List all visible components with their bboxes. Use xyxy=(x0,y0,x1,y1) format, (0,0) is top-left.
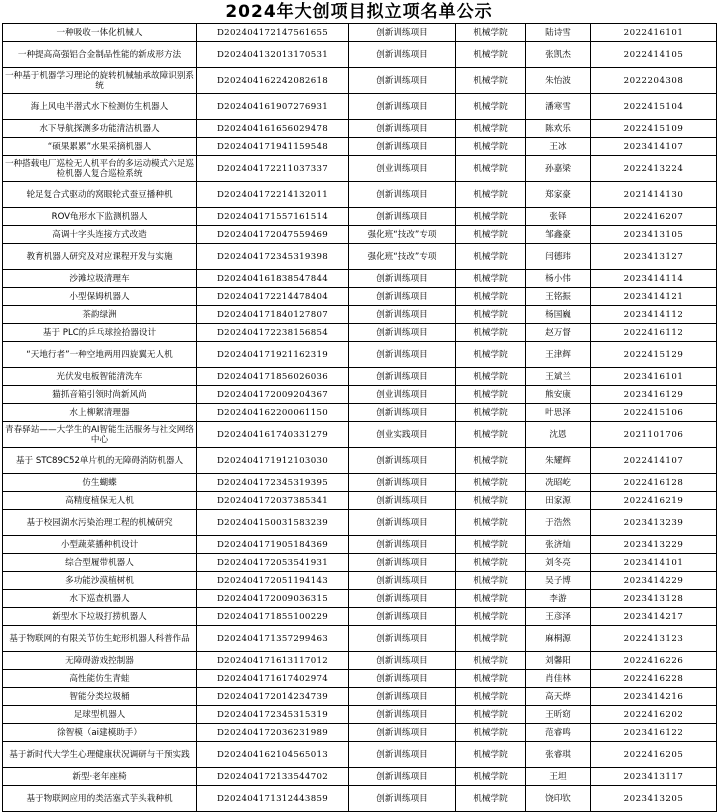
student-id-cell: 2022415109 xyxy=(591,120,717,138)
project-type-cell: 创新训练项目 xyxy=(349,404,456,422)
college-cell: 机械学院 xyxy=(456,492,526,510)
table-row xyxy=(3,306,717,324)
leader-name-cell: 孙嘉梁 xyxy=(526,156,591,182)
project-code-cell: D202404161907276931 xyxy=(197,94,349,120)
leader-name-cell: 王津辉 xyxy=(526,342,591,368)
student-id-cell: 2022204308 xyxy=(591,68,717,94)
project-type-cell: 创新训练项目 xyxy=(349,536,456,554)
project-name-cell: 无障碍游戏控制器 xyxy=(3,652,197,670)
project-code-cell: D202404171357299463 xyxy=(197,626,349,652)
project-type-cell: 创新训练项目 xyxy=(349,742,456,768)
leader-name-cell: 饶印钦 xyxy=(526,786,591,812)
project-code-cell: D202404172133544702 xyxy=(197,768,349,786)
leader-name-cell: 麻桐源 xyxy=(526,626,591,652)
table-row xyxy=(3,608,717,626)
project-type-cell: 创新训练项目 xyxy=(349,270,456,288)
college-cell: 机械学院 xyxy=(456,244,526,270)
college-cell: 机械学院 xyxy=(456,590,526,608)
college-cell: 机械学院 xyxy=(456,786,526,812)
leader-name-cell: 杨国巍 xyxy=(526,306,591,324)
student-id-cell: 2023413117 xyxy=(591,768,717,786)
leader-name-cell: 张济灿 xyxy=(526,536,591,554)
student-id-cell: 2021101706 xyxy=(591,422,717,448)
project-type-cell: 创新训练项目 xyxy=(349,554,456,572)
college-cell: 机械学院 xyxy=(456,404,526,422)
project-name-cell: 综合型履带机器人 xyxy=(3,554,197,572)
student-id-cell: 2023414229 xyxy=(591,572,717,590)
table-row xyxy=(3,182,717,208)
student-id-cell: 2023416129 xyxy=(591,386,717,404)
table-row xyxy=(3,510,717,536)
student-id-cell: 2022415104 xyxy=(591,94,717,120)
leader-name-cell: 王冰 xyxy=(526,138,591,156)
college-cell: 机械学院 xyxy=(456,670,526,688)
project-type-cell: 创新训练项目 xyxy=(349,138,456,156)
leader-name-cell: 杨小伟 xyxy=(526,270,591,288)
project-code-cell: D202404172238156854 xyxy=(197,324,349,342)
project-code-cell: D202404172053541931 xyxy=(197,554,349,572)
college-cell: 机械学院 xyxy=(456,342,526,368)
college-cell: 机械学院 xyxy=(456,208,526,226)
student-id-cell: 2022413224 xyxy=(591,156,717,182)
project-code-cell: D202404161740331279 xyxy=(197,422,349,448)
project-code-cell: D202404171617402974 xyxy=(197,670,349,688)
table-row xyxy=(3,688,717,706)
project-name-cell: 轮足复合式驱动的窝眼轮式蚕豆播种机 xyxy=(3,182,197,208)
project-name-cell: 基于 PLC的乒乓球捡拾器设计 xyxy=(3,324,197,342)
college-cell: 机械学院 xyxy=(456,510,526,536)
project-type-cell: 创新训练项目 xyxy=(349,688,456,706)
leader-name-cell: 于浩然 xyxy=(526,510,591,536)
project-code-cell: D202404171840127807 xyxy=(197,306,349,324)
college-cell: 机械学院 xyxy=(456,768,526,786)
project-code-cell: D202404171557161514 xyxy=(197,208,349,226)
college-cell: 机械学院 xyxy=(456,422,526,448)
leader-name-cell: 张铎 xyxy=(526,208,591,226)
college-cell: 机械学院 xyxy=(456,742,526,768)
project-code-cell: D202404172051194143 xyxy=(197,572,349,590)
table-row xyxy=(3,422,717,448)
project-type-cell: 创新训练项目 xyxy=(349,474,456,492)
project-name-cell: 基于 STC89C52单片机的无障碍消防机器人 xyxy=(3,448,197,474)
project-name-cell: 水下巡查机器人 xyxy=(3,590,197,608)
leader-name-cell: 叶思泽 xyxy=(526,404,591,422)
project-name-cell: “天地行者”一种空地两用四旋翼无人机 xyxy=(3,342,197,368)
leader-name-cell: 王斌兰 xyxy=(526,368,591,386)
project-code-cell: D202404171855100229 xyxy=(197,608,349,626)
project-type-cell: 创新训练项目 xyxy=(349,670,456,688)
table-row xyxy=(3,324,717,342)
student-id-cell: 2022416226 xyxy=(591,652,717,670)
project-name-cell: 基于校园湖水污染治理工程的机械研究 xyxy=(3,510,197,536)
table-row xyxy=(3,572,717,590)
project-type-cell: 创新训练项目 xyxy=(349,492,456,510)
project-type-cell: 创新训练项目 xyxy=(349,120,456,138)
college-cell: 机械学院 xyxy=(456,270,526,288)
student-id-cell: 2022416101 xyxy=(591,24,717,42)
college-cell: 机械学院 xyxy=(456,448,526,474)
project-code-cell: D202404162200061150 xyxy=(197,404,349,422)
project-type-cell: 创新训练项目 xyxy=(349,306,456,324)
project-name-cell: 海上风电半潜式水下检测仿生机器人 xyxy=(3,94,197,120)
leader-name-cell: 沈恩 xyxy=(526,422,591,448)
leader-name-cell: 陆诗雪 xyxy=(526,24,591,42)
student-id-cell: 2023414114 xyxy=(591,270,717,288)
leader-name-cell: 赵万督 xyxy=(526,324,591,342)
table-row xyxy=(3,244,717,270)
project-name-cell: 基于物联网应用的类活塞式芋头栽种机 xyxy=(3,786,197,812)
table-row xyxy=(3,536,717,554)
project-type-cell: 创新训练项目 xyxy=(349,572,456,590)
project-code-cell: D202404161656029478 xyxy=(197,120,349,138)
leader-name-cell: 王铭振 xyxy=(526,288,591,306)
leader-name-cell: 闫德玮 xyxy=(526,244,591,270)
student-id-cell: 2022415106 xyxy=(591,404,717,422)
college-cell: 机械学院 xyxy=(456,24,526,42)
college-cell: 机械学院 xyxy=(456,324,526,342)
project-code-cell: D202404171921162319 xyxy=(197,342,349,368)
project-type-cell: 创业训练项目 xyxy=(349,386,456,404)
table-row xyxy=(3,474,717,492)
project-name-cell: 高调十字头连接方式改造 xyxy=(3,226,197,244)
project-code-cell: D202404172147561655 xyxy=(197,24,349,42)
college-cell: 机械学院 xyxy=(456,572,526,590)
student-id-cell: 2022416202 xyxy=(591,706,717,724)
table-row xyxy=(3,670,717,688)
table-row xyxy=(3,386,717,404)
student-id-cell: 2023413105 xyxy=(591,226,717,244)
student-id-cell: 2023414107 xyxy=(591,138,717,156)
project-code-cell: D202404161838547844 xyxy=(197,270,349,288)
project-name-cell: 徐智模（ai建模助手） xyxy=(3,724,197,742)
student-id-cell: 2022413123 xyxy=(591,626,717,652)
project-code-cell: D202404172214132011 xyxy=(197,182,349,208)
project-code-cell: D202404162104565013 xyxy=(197,742,349,768)
college-cell: 机械学院 xyxy=(456,68,526,94)
project-type-cell: 创新训练项目 xyxy=(349,368,456,386)
project-code-cell: D202404171912103030 xyxy=(197,448,349,474)
table-row xyxy=(3,492,717,510)
project-name-cell: 猫抓音箱引领时尚新风尚 xyxy=(3,386,197,404)
project-name-cell: 智能分类垃圾桶 xyxy=(3,688,197,706)
table-row xyxy=(3,368,717,386)
project-name-cell: 多功能沙漠植树机 xyxy=(3,572,197,590)
table-row xyxy=(3,288,717,306)
student-id-cell: 2023413205 xyxy=(591,786,717,812)
student-id-cell: 2023413229 xyxy=(591,536,717,554)
project-type-cell: 创新训练项目 xyxy=(349,786,456,812)
project-name-cell: “硕果累累”水果采摘机器人 xyxy=(3,138,197,156)
table-row xyxy=(3,342,717,368)
table-row xyxy=(3,448,717,474)
table-row xyxy=(3,94,717,120)
college-cell: 机械学院 xyxy=(456,554,526,572)
college-cell: 机械学院 xyxy=(456,288,526,306)
student-id-cell: 2023414216 xyxy=(591,688,717,706)
project-name-cell: 高性能仿生青蛙 xyxy=(3,670,197,688)
leader-name-cell: 郑家豪 xyxy=(526,182,591,208)
project-name-cell: 水上柳絮清理器 xyxy=(3,404,197,422)
project-type-cell: 创新训练项目 xyxy=(349,68,456,94)
project-name-cell: 青春驿站——大学生的AI智能生活服务与社交网络中心 xyxy=(3,422,197,448)
project-code-cell: D202404172014234739 xyxy=(197,688,349,706)
project-name-cell: 基于新时代大学生心理健康状况调研与干预实践 xyxy=(3,742,197,768)
project-code-cell: D202404172345315319 xyxy=(197,706,349,724)
project-list-table xyxy=(2,23,717,812)
student-id-cell: 2023416122 xyxy=(591,724,717,742)
project-type-cell: 创新训练项目 xyxy=(349,342,456,368)
project-code-cell: D202404171312443859 xyxy=(197,786,349,812)
leader-name-cell: 高天烨 xyxy=(526,688,591,706)
table-row xyxy=(3,120,717,138)
college-cell: 机械学院 xyxy=(456,474,526,492)
project-type-cell: 创新训练项目 xyxy=(349,94,456,120)
table-row xyxy=(3,270,717,288)
college-cell: 机械学院 xyxy=(456,182,526,208)
college-cell: 机械学院 xyxy=(456,626,526,652)
project-type-cell: 创业实践项目 xyxy=(349,422,456,448)
project-type-cell: 创新训练项目 xyxy=(349,42,456,68)
project-name-cell: 水下导航探测多功能清洁机器人 xyxy=(3,120,197,138)
table-row xyxy=(3,590,717,608)
leader-name-cell: 张睿琪 xyxy=(526,742,591,768)
college-cell: 机械学院 xyxy=(456,368,526,386)
table-row xyxy=(3,24,717,42)
leader-name-cell: 田家源 xyxy=(526,492,591,510)
leader-name-cell: 熊安康 xyxy=(526,386,591,404)
project-name-cell: 一种吸收一体化机械人 xyxy=(3,24,197,42)
project-name-cell: 高精度植保无人机 xyxy=(3,492,197,510)
college-cell: 机械学院 xyxy=(456,536,526,554)
student-id-cell: 2022416112 xyxy=(591,324,717,342)
project-name-cell: 小型保姆机器人 xyxy=(3,288,197,306)
college-cell: 机械学院 xyxy=(456,306,526,324)
project-name-cell: 一种提高高强铝合金制品性能的新成形方法 xyxy=(3,42,197,68)
leader-name-cell: 冼昭屹 xyxy=(526,474,591,492)
project-type-cell: 创新训练项目 xyxy=(349,652,456,670)
table-row xyxy=(3,652,717,670)
project-name-cell: 新型·老年座椅 xyxy=(3,768,197,786)
project-type-cell: 创新训练项目 xyxy=(349,768,456,786)
table-row xyxy=(3,138,717,156)
leader-name-cell: 刘冬亮 xyxy=(526,554,591,572)
college-cell: 机械学院 xyxy=(456,120,526,138)
student-id-cell: 2022416128 xyxy=(591,474,717,492)
project-code-cell: D202404172036231989 xyxy=(197,724,349,742)
student-id-cell: 2023414121 xyxy=(591,288,717,306)
college-cell: 机械学院 xyxy=(456,42,526,68)
student-id-cell: 2022416207 xyxy=(591,208,717,226)
table-row xyxy=(3,554,717,572)
leader-name-cell: 肖佳林 xyxy=(526,670,591,688)
project-code-cell: D202404172009036315 xyxy=(197,590,349,608)
leader-name-cell: 陈欢乐 xyxy=(526,120,591,138)
project-list-body xyxy=(3,24,717,812)
page-title: 2024年大创项目拟立项名单公示 xyxy=(225,2,493,22)
project-type-cell: 强化班“技改”专项 xyxy=(349,244,456,270)
table-row xyxy=(3,626,717,652)
college-cell: 机械学院 xyxy=(456,706,526,724)
project-type-cell: 创新训练项目 xyxy=(349,288,456,306)
project-name-cell: ROV龟形水下监测机器人 xyxy=(3,208,197,226)
project-name-cell: 沙滩垃圾清理车 xyxy=(3,270,197,288)
college-cell: 机械学院 xyxy=(456,386,526,404)
project-code-cell: D202404172037385341 xyxy=(197,492,349,510)
project-name-cell: 新型水下垃圾打捞机器人 xyxy=(3,608,197,626)
college-cell: 机械学院 xyxy=(456,226,526,244)
project-name-cell: 基于物联网的有限关节仿生蛇形机器人科普作品 xyxy=(3,626,197,652)
student-id-cell: 2023416101 xyxy=(591,368,717,386)
project-name-cell: 茶韵绿洲 xyxy=(3,306,197,324)
student-id-cell: 2023413128 xyxy=(591,590,717,608)
project-type-cell: 创新训练项目 xyxy=(349,626,456,652)
leader-name-cell: 王昕窈 xyxy=(526,706,591,724)
leader-name-cell: 刘馨阳 xyxy=(526,652,591,670)
leader-name-cell: 吴子博 xyxy=(526,572,591,590)
project-name-cell: 仿生蝴蝶 xyxy=(3,474,197,492)
table-row xyxy=(3,786,717,812)
project-type-cell: 创新训练项目 xyxy=(349,590,456,608)
project-name-cell: 一种搭载电厂巡检无人机平台的多运动模式六足巡检机器人复合巡检系统 xyxy=(3,156,197,182)
project-type-cell: 创新训练项目 xyxy=(349,706,456,724)
project-name-cell: 小型蔬菜播种机设计 xyxy=(3,536,197,554)
table-row xyxy=(3,208,717,226)
project-code-cell: D202404162242082618 xyxy=(197,68,349,94)
college-cell: 机械学院 xyxy=(456,94,526,120)
project-code-cell: D202404172047559469 xyxy=(197,226,349,244)
project-code-cell: D202404172345319395 xyxy=(197,474,349,492)
project-code-cell: D202404132013170531 xyxy=(197,42,349,68)
project-type-cell: 创新训练项目 xyxy=(349,608,456,626)
table-row xyxy=(3,226,717,244)
leader-name-cell: 邹鑫豪 xyxy=(526,226,591,244)
project-name-cell: 光伏发电板智能清洗车 xyxy=(3,368,197,386)
leader-name-cell: 朱怡波 xyxy=(526,68,591,94)
project-type-cell: 强化班“技改”专项 xyxy=(349,226,456,244)
project-type-cell: 创新训练项目 xyxy=(349,182,456,208)
project-type-cell: 创新训练项目 xyxy=(349,510,456,536)
college-cell: 机械学院 xyxy=(456,156,526,182)
student-id-cell: 2021414130 xyxy=(591,182,717,208)
leader-name-cell: 李游 xyxy=(526,590,591,608)
table-row xyxy=(3,68,717,94)
table-row xyxy=(3,706,717,724)
college-cell: 机械学院 xyxy=(456,688,526,706)
table-row xyxy=(3,742,717,768)
project-type-cell: 创新训练项目 xyxy=(349,208,456,226)
college-cell: 机械学院 xyxy=(456,608,526,626)
project-code-cell: D202404171941159548 xyxy=(197,138,349,156)
table-row xyxy=(3,404,717,422)
leader-name-cell: 张凯杰 xyxy=(526,42,591,68)
student-id-cell: 2022416228 xyxy=(591,670,717,688)
table-row xyxy=(3,724,717,742)
student-id-cell: 2022414105 xyxy=(591,42,717,68)
project-code-cell: D202404171905184369 xyxy=(197,536,349,554)
project-name-cell: 一种基于机器学习理论的旋转机械轴承故障识别系统 xyxy=(3,68,197,94)
student-id-cell: 2022415129 xyxy=(591,342,717,368)
project-code-cell: D202404172211037337 xyxy=(197,156,349,182)
student-id-cell: 2023414217 xyxy=(591,608,717,626)
table-row xyxy=(3,156,717,182)
project-code-cell: D202404172214478404 xyxy=(197,288,349,306)
project-code-cell: D202404171856026036 xyxy=(197,368,349,386)
student-id-cell: 2023413239 xyxy=(591,510,717,536)
table-row xyxy=(3,768,717,786)
student-id-cell: 2023414112 xyxy=(591,306,717,324)
project-code-cell: D202404171613117012 xyxy=(197,652,349,670)
student-id-cell: 2023413127 xyxy=(591,244,717,270)
project-code-cell: D202404172009204367 xyxy=(197,386,349,404)
project-name-cell: 教育机器人研究及对应课程开发与实施 xyxy=(3,244,197,270)
college-cell: 机械学院 xyxy=(456,724,526,742)
college-cell: 机械学院 xyxy=(456,138,526,156)
leader-name-cell: 范睿鸣 xyxy=(526,724,591,742)
project-type-cell: 创新训练项目 xyxy=(349,24,456,42)
college-cell: 机械学院 xyxy=(456,652,526,670)
project-type-cell: 创业训练项目 xyxy=(349,156,456,182)
leader-name-cell: 朱耀辉 xyxy=(526,448,591,474)
leader-name-cell: 潘寒雪 xyxy=(526,94,591,120)
project-name-cell: 足球型机器人 xyxy=(3,706,197,724)
project-type-cell: 创新训练项目 xyxy=(349,448,456,474)
project-code-cell: D202404150031583239 xyxy=(197,510,349,536)
leader-name-cell: 王彦泽 xyxy=(526,608,591,626)
student-id-cell: 2022414107 xyxy=(591,448,717,474)
table-row xyxy=(3,42,717,68)
project-type-cell: 创新训练项目 xyxy=(349,724,456,742)
project-type-cell: 创新训练项目 xyxy=(349,324,456,342)
project-code-cell: D202404172345319398 xyxy=(197,244,349,270)
leader-name-cell: 王坦 xyxy=(526,768,591,786)
student-id-cell: 2022416205 xyxy=(591,742,717,768)
student-id-cell: 2023414101 xyxy=(591,554,717,572)
student-id-cell: 2022416219 xyxy=(591,492,717,510)
